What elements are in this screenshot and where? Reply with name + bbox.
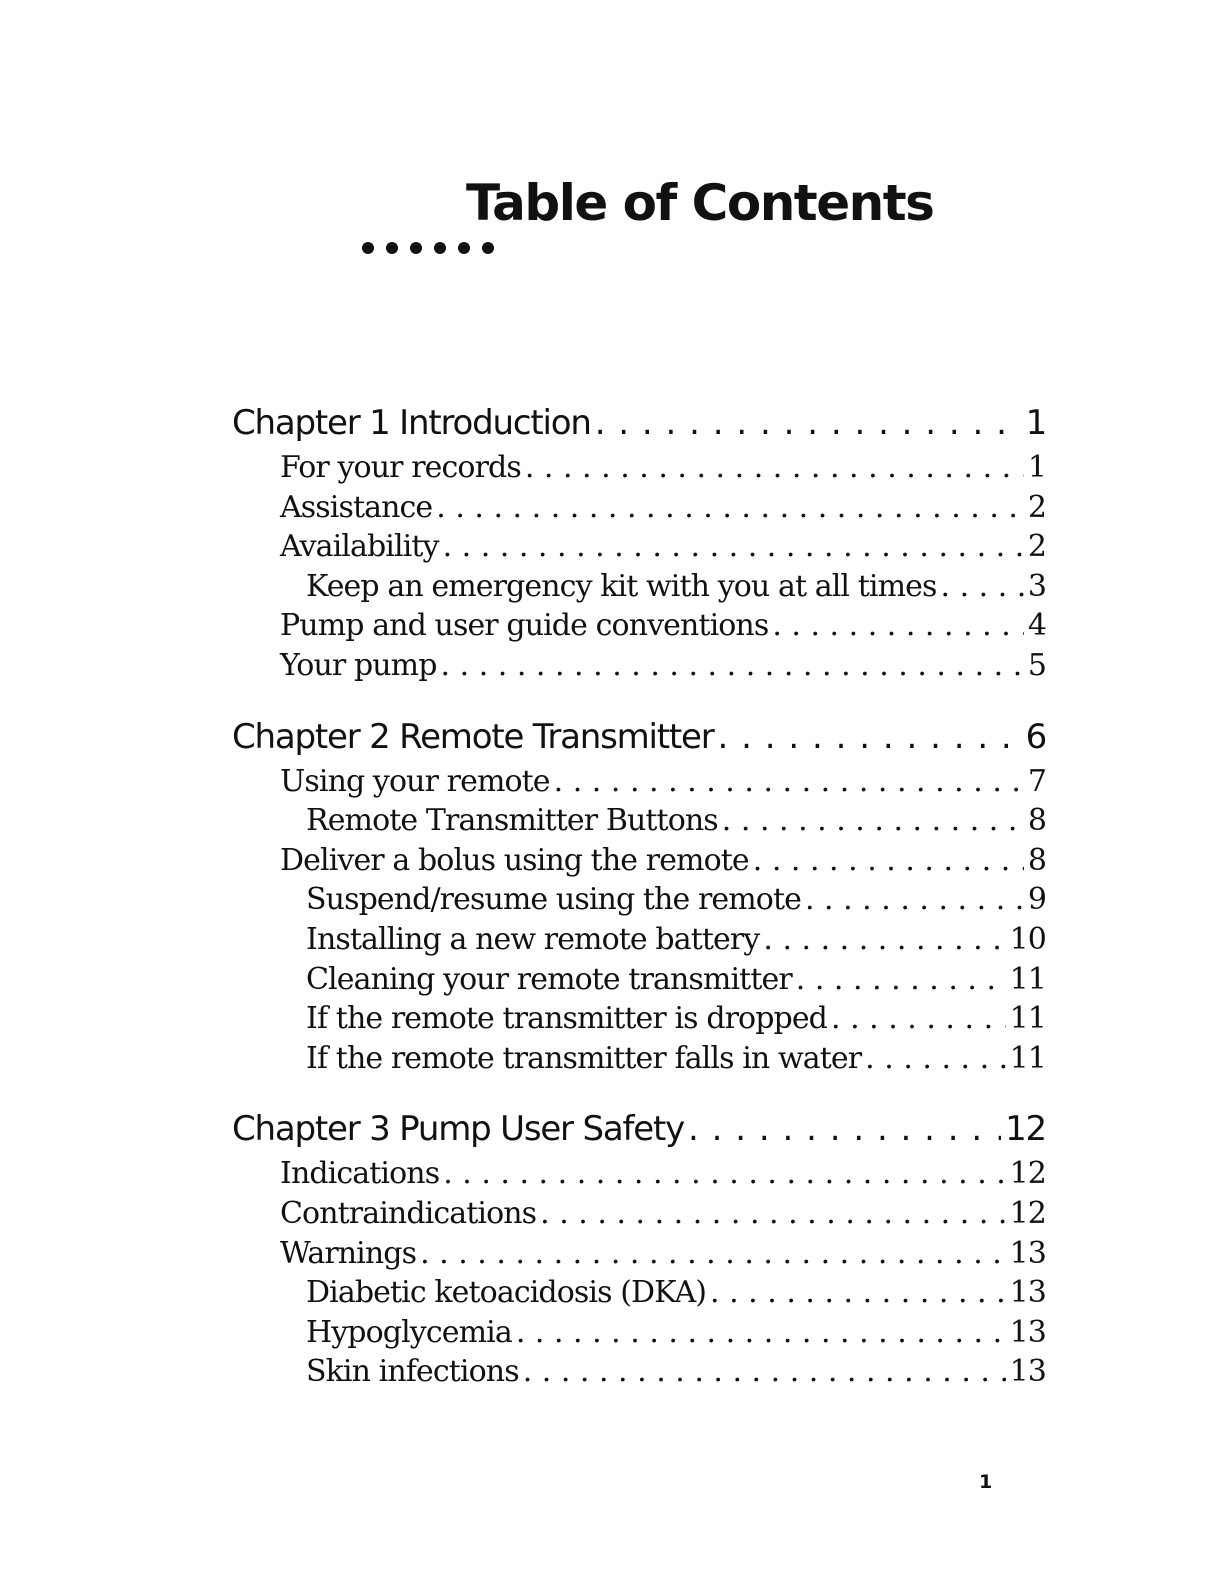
entry-page-number: 12 bbox=[1010, 1194, 1046, 1234]
entry-title: If the remote transmitter falls in water bbox=[306, 1039, 861, 1079]
entry-title: Deliver a bolus using the remote bbox=[280, 841, 749, 881]
entry-page-number: 11 bbox=[1010, 960, 1046, 1000]
page-number: 1 bbox=[979, 1471, 993, 1493]
entry-title: Your pump bbox=[280, 646, 437, 686]
toc-section-entry[interactable] bbox=[232, 841, 1046, 881]
entry-page-number: 3 bbox=[1028, 567, 1046, 607]
toc-subsection-entry[interactable] bbox=[232, 1273, 1046, 1313]
entry-page-number: 2 bbox=[1028, 527, 1046, 567]
entry-page-number: 10 bbox=[1010, 920, 1046, 960]
toc-section-entry[interactable] bbox=[232, 1194, 1046, 1234]
entry-page-number: 13 bbox=[1010, 1273, 1046, 1313]
entry-title: Contraindications bbox=[280, 1194, 536, 1234]
dot-leader bbox=[540, 1194, 1005, 1234]
entry-page-number: 4 bbox=[1028, 606, 1046, 646]
entry-page-number: 8 bbox=[1028, 801, 1046, 841]
toc-subsection-entry[interactable] bbox=[232, 999, 1046, 1039]
dot-icon bbox=[458, 242, 470, 254]
toc-subsection-entry[interactable] bbox=[232, 1352, 1046, 1392]
chapter-title: Chapter 3 Pump User Safety bbox=[232, 1104, 684, 1154]
chapter-heading[interactable] bbox=[232, 712, 1046, 762]
entry-page-number: 13 bbox=[1010, 1352, 1046, 1392]
entry-page-number: 13 bbox=[1010, 1234, 1046, 1274]
dot-leader bbox=[443, 527, 1024, 567]
toc-chapter bbox=[232, 712, 1046, 1079]
entry-title: Availability bbox=[280, 527, 439, 567]
dot-icon bbox=[410, 242, 422, 254]
entry-title: Keep an emergency kit with you at all times bbox=[306, 567, 937, 607]
dot-icon bbox=[434, 242, 446, 254]
dot-icon bbox=[386, 242, 398, 254]
dot-leader bbox=[443, 1154, 1005, 1194]
toc-section-entry[interactable] bbox=[232, 1234, 1046, 1274]
entry-page-number: 13 bbox=[1010, 1313, 1046, 1353]
chapter-page-number: 12 bbox=[1005, 1104, 1046, 1154]
entry-page-number: 1 bbox=[1028, 448, 1046, 488]
entry-page-number: 7 bbox=[1028, 762, 1046, 802]
toc-section-entry[interactable] bbox=[232, 646, 1046, 686]
entry-page-number: 9 bbox=[1028, 880, 1046, 920]
dot-leader bbox=[525, 448, 1024, 488]
entry-title: Indications bbox=[280, 1154, 439, 1194]
dot-leader bbox=[796, 960, 1006, 1000]
entry-page-number: 5 bbox=[1028, 646, 1046, 686]
toc-section-entry[interactable] bbox=[232, 1154, 1046, 1194]
table-of-contents bbox=[232, 398, 1046, 1418]
entry-title: Pump and user guide conventions bbox=[280, 606, 768, 646]
dot-leader bbox=[420, 1234, 1006, 1274]
entry-title: Assistance bbox=[280, 488, 432, 528]
toc-subsection-entry[interactable] bbox=[232, 567, 1046, 607]
chapter-page-number: 6 bbox=[1026, 712, 1046, 762]
entry-title: If the remote transmitter is dropped bbox=[306, 999, 827, 1039]
toc-section-entry[interactable] bbox=[232, 606, 1046, 646]
toc-section-entry[interactable] bbox=[232, 448, 1046, 488]
dot-leader bbox=[718, 712, 1022, 762]
entry-title: Hypoglycemia bbox=[306, 1313, 512, 1353]
dot-leader bbox=[805, 880, 1024, 920]
entry-title: Suspend/resume using the remote bbox=[306, 880, 801, 920]
entry-title: Installing a new remote battery bbox=[306, 920, 759, 960]
entry-title: Skin infections bbox=[306, 1352, 519, 1392]
entry-title: Warnings bbox=[280, 1234, 416, 1274]
dot-leader bbox=[831, 999, 1006, 1039]
dot-leader bbox=[772, 606, 1023, 646]
toc-subsection-entry[interactable] bbox=[232, 1313, 1046, 1353]
toc-section-entry[interactable] bbox=[232, 527, 1046, 567]
chapter-heading[interactable] bbox=[232, 398, 1046, 448]
toc-subsection-entry[interactable] bbox=[232, 920, 1046, 960]
title-dot-ornament bbox=[362, 242, 494, 254]
dot-leader bbox=[710, 1273, 1006, 1313]
chapter-page-number: 1 bbox=[1026, 398, 1046, 448]
toc-subsection-entry[interactable] bbox=[232, 801, 1046, 841]
entry-page-number: 11 bbox=[1010, 1039, 1046, 1079]
dot-leader bbox=[941, 567, 1024, 607]
dot-icon bbox=[362, 242, 374, 254]
toc-subsection-entry[interactable] bbox=[232, 880, 1046, 920]
toc-chapter bbox=[232, 1104, 1046, 1392]
entry-title: Using your remote bbox=[280, 762, 550, 802]
dot-leader bbox=[595, 398, 1022, 448]
entry-title: Diabetic ketoacidosis (DKA) bbox=[306, 1273, 706, 1313]
entry-page-number: 12 bbox=[1010, 1154, 1046, 1194]
chapter-heading[interactable] bbox=[232, 1104, 1046, 1154]
toc-section-entry[interactable] bbox=[232, 762, 1046, 802]
dot-leader bbox=[523, 1352, 1006, 1392]
toc-chapter bbox=[232, 398, 1046, 686]
dot-leader bbox=[763, 920, 1005, 960]
dot-leader bbox=[753, 841, 1024, 881]
entry-title: For your records bbox=[280, 448, 521, 488]
dot-leader bbox=[441, 646, 1024, 686]
dot-leader bbox=[436, 488, 1024, 528]
page-title: Table of Contents bbox=[466, 174, 934, 232]
entry-page-number: 2 bbox=[1028, 488, 1046, 528]
toc-subsection-entry[interactable] bbox=[232, 960, 1046, 1000]
entry-title: Remote Transmitter Buttons bbox=[306, 801, 718, 841]
entry-title: Cleaning your remote transmitter bbox=[306, 960, 792, 1000]
dot-leader bbox=[516, 1313, 1006, 1353]
entry-page-number: 8 bbox=[1028, 841, 1046, 881]
chapter-title: Chapter 1 Introduction bbox=[232, 398, 591, 448]
chapter-title: Chapter 2 Remote Transmitter bbox=[232, 712, 714, 762]
entry-page-number: 11 bbox=[1010, 999, 1046, 1039]
dot-leader bbox=[865, 1039, 1005, 1079]
toc-subsection-entry[interactable] bbox=[232, 1039, 1046, 1079]
dot-leader bbox=[554, 762, 1024, 802]
dot-leader bbox=[688, 1104, 1001, 1154]
dot-icon bbox=[482, 242, 494, 254]
toc-section-entry[interactable] bbox=[232, 488, 1046, 528]
dot-leader bbox=[722, 801, 1024, 841]
